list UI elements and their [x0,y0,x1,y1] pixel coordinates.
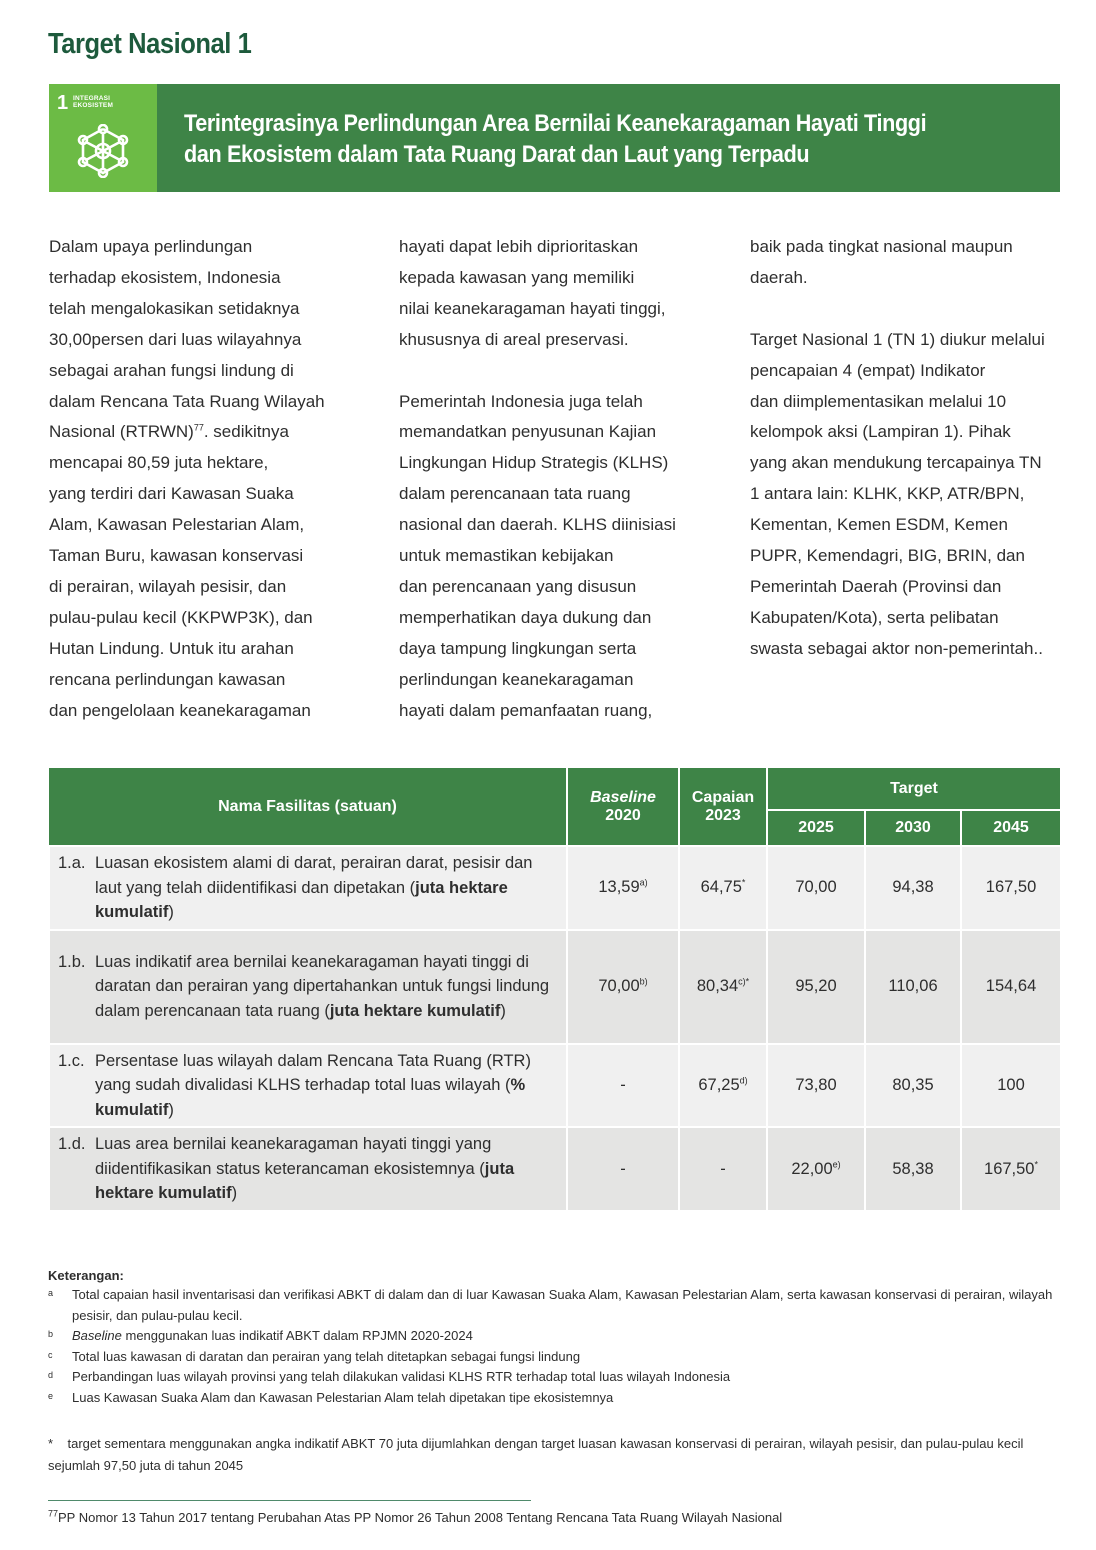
header-baseline: Baseline 2020 [567,767,679,846]
body-column-2 [399,232,719,726]
body-line: Hutan Lindung. Untuk itu arahan [49,638,294,658]
baseline-value: 70,00$^{b)}$ [567,930,679,1044]
body-line: swasta sebagai aktor non-pemerintah.. [750,638,1043,658]
sdg-icon-tile [49,84,157,192]
page-title: Target Nasional 1 [48,28,252,60]
body-line: Pemerintah Daerah (Provinsi dan [750,576,1002,596]
capaian-value: 67,25$^{d)}$ [679,1044,767,1128]
capaian-value: - [679,1127,767,1211]
baseline-value: - [567,1127,679,1211]
baseline-value: - [567,1044,679,1128]
body-line: nasional dan daerah. KLHS diinisiasi [399,515,676,535]
body-line: Kementan, Kemen ESDM, Kemen [750,515,1008,535]
indicator-name: 1.b. Luas indikatif area bernilai keanekaragaman hayati tinggi di daratan dan perairan yang dipertahankan untuk fungsi lindung dalam perencanaan tata ruang (juta hektare kumulatif) [49,930,567,1044]
target-2045-value: 167,50* [961,1127,1061,1211]
target-2025-value: 95,20 [767,930,865,1044]
target-2025-value: 22,00$^{e)}$ [767,1127,865,1211]
footnote-ref[interactable]: 77 [193,422,204,433]
body-line: PUPR, Kemendagri, BIG, BRIN, dan [750,546,1025,566]
body-line: Dalam upaya perlindungan [49,237,253,256]
body-line: kepada kawasan yang memiliki [399,267,635,287]
body-line: perlindungan keanekaragaman [399,669,634,689]
body-line: daerah. [750,267,808,287]
icon-label: INTEGRASI EKOSISTEM [73,95,114,109]
body-line: khususnya di areal preservasi. [399,329,629,349]
indicator-name: 1.c. Persentase luas wilayah dalam Rencana Tata Ruang (RTR) yang sudah divalidasi KLHS terhadap total luas wilayah (% kumulatif) [49,1044,567,1128]
target-2030-value: 80,35 [865,1044,961,1128]
body-line: nilai keanekaragaman hayati tinggi, [399,298,666,318]
target-banner [49,84,1060,192]
notes-title: Keterangan: [48,1268,124,1283]
body-line: kelompok aksi (Lampiran 1). Pihak [750,422,1011,442]
target-2030-value: 58,38 [865,1127,961,1211]
target-2045-value: 167,50 [961,846,1061,930]
target-2025-value: 70,00 [767,846,865,930]
asterisk-note: * target sementara menggunakan angka indikatif ABKT 70 juta dijumlahkan dengan target luasan kawasan konservasi di perairan, wilayah pesisir, dan pulau-pulau kecil sejumlah 97,50 juta di tahun 2045 [48,1436,1024,1473]
header-capaian: Capaian 2023 [679,767,767,846]
note-item: a Total capaian hasil inventarisasi dan verifikasi ABKT di dalam dan di luar Kawasan Suaka Alam, Kawasan Pelestarian Alam, serta kawasan konservasi di perairan, wilayah pesisir, dan pulau-pulau kecil. [48,1287,1053,1323]
body-line: yang terdiri dari Kawasan Suaka [49,484,294,504]
body-line: hayati dapat lebih diprioritaskan [399,237,639,256]
body-line: 1 antara lain: KLHK, KKP, ATR/BPN, [750,484,1025,504]
body-line: hayati dalam pemanfaatan ruang, [399,700,653,720]
body-line: dan diimplementasikan melalui 10 [750,391,1007,411]
capaian-value: 64,75* [679,846,767,930]
header-name: Nama Fasilitas (satuan) [49,767,567,846]
target-2030-value: 94,38 [865,846,961,930]
body-line: memandatkan penyusunan Kajian [399,422,657,442]
note-item: e Luas Kawasan Suaka Alam dan Kawasan Pelestarian Alam telah dipetakan tipe ekosistemnya [48,1389,614,1405]
target-2045-value: 154,64 [961,930,1061,1044]
body-line: rencana perlindungan kawasan [49,669,286,689]
body-column-3 [750,232,1070,665]
body-line: untuk memastikan kebijakan [399,546,614,566]
body-line: dalam perencanaan tata ruang [399,484,631,504]
body-line: Alam, Kawasan Pelestarian Alam, [49,515,305,535]
body-line: Pemerintah Indonesia juga telah [399,391,643,411]
header-target-2025: 2025 [767,810,865,846]
body-line: Lingkungan Hidup Strategis (KLHS) [399,453,669,473]
table-row [49,846,1061,930]
body-line: pencapaian 4 (empat) Indikator [750,360,986,380]
body-line: telah mengalokasikan setidaknya [49,298,300,318]
body-line: sebagai arahan fungsi lindung di [49,360,294,380]
baseline-value: 13,59$^{a)}$ [567,846,679,930]
network-molecule-icon [76,124,130,178]
header-target: Target [767,767,1061,810]
body-line: di perairan, wilayah pesisir, dan [49,576,287,596]
table-row [49,1127,1061,1211]
body-line: baik pada tingkat nasional maupun [750,237,1013,256]
header-target-2045: 2045 [961,810,1061,846]
body-line: daya tampung lingkungan serta [399,638,637,658]
table-row [49,930,1061,1044]
body-line: mencapai 80,59 juta hektare, [49,453,269,473]
header-target-2030: 2030 [865,810,961,846]
body-line: pulau-pulau kecil (KKPWP3K), dan [49,607,313,627]
capaian-value: $80,34^{c)*}$ [679,930,767,1044]
body-line: dan pengelolaan keanekaragaman [49,700,311,720]
indicator-name: 1.d. Luas area bernilai keanekaragaman hayati tinggi yang diidentifikasikan status keterancaman ekosistemnya (juta hektare kumulatif) [49,1127,567,1211]
notes-section [48,1268,1078,1408]
indicator-name: 1.a. Luasan ekosistem alami di darat, perairan darat, pesisir dan laut yang telah diidentifikasi dan dipetakan (juta hektare kumulatif) [49,846,567,930]
body-line: yang akan mendukung tercapainya TN [750,453,1042,473]
body-line: dan perencanaan yang disusun [399,576,637,596]
note-item: b Baseline menggunakan luas indikatif ABKT dalam RPJMN 2020-2024 [48,1328,473,1343]
target-2025-value: 73,80 [767,1044,865,1128]
target-2045-value: 100 [961,1044,1061,1128]
body-line: 30,00persen dari luas wilayahnya [49,329,302,349]
body-line: memperhatikan daya dukung dan [399,607,652,627]
target-2030-value: 110,06 [865,930,961,1044]
body-line: dalam Rencana Tata Ruang Wilayah [49,391,325,411]
body-column-1 [49,232,369,727]
note-item: c Total luas kawasan di daratan dan perairan yang telah ditetapkan sebagai fungsi lindung [48,1348,581,1364]
note-item: d Perbandingan luas wilayah provinsi yang telah dilakukan validasi KLHS RTR terhadap total luas wilayah Indonesia [48,1369,731,1384]
footnote-divider [48,1500,531,1501]
body-line: terhadap ekosistem, Indonesia [49,267,281,287]
body-line: Taman Buru, kawasan konservasi [49,546,304,566]
banner-title: Terintegrasinya Perlindungan Area Bernilai Keanekaragaman Hayati Tinggi dan Ekosistem dalam Tata Ruang Darat dan Laut yang Terpadu [157,84,1060,192]
table-row [49,1044,1061,1128]
body-line: Kabupaten/Kota), serta pelibatan [750,607,999,627]
body-line: Target Nasional 1 (TN 1) diukur melalui [750,329,1045,349]
indicator-table [48,766,1062,1212]
icon-number: 1 [57,92,69,114]
footnote: $^{77}$PP Nomor 13 Tahun 2017 tentang Perubahan Atas PP Nomor 26 Tahun 2008 Tentang Rencana Tata Ruang Wilayah Nasional [48,1508,783,1525]
body-line: Nasional (RTRWN)$^{77}$. sedikitnya [49,422,289,442]
